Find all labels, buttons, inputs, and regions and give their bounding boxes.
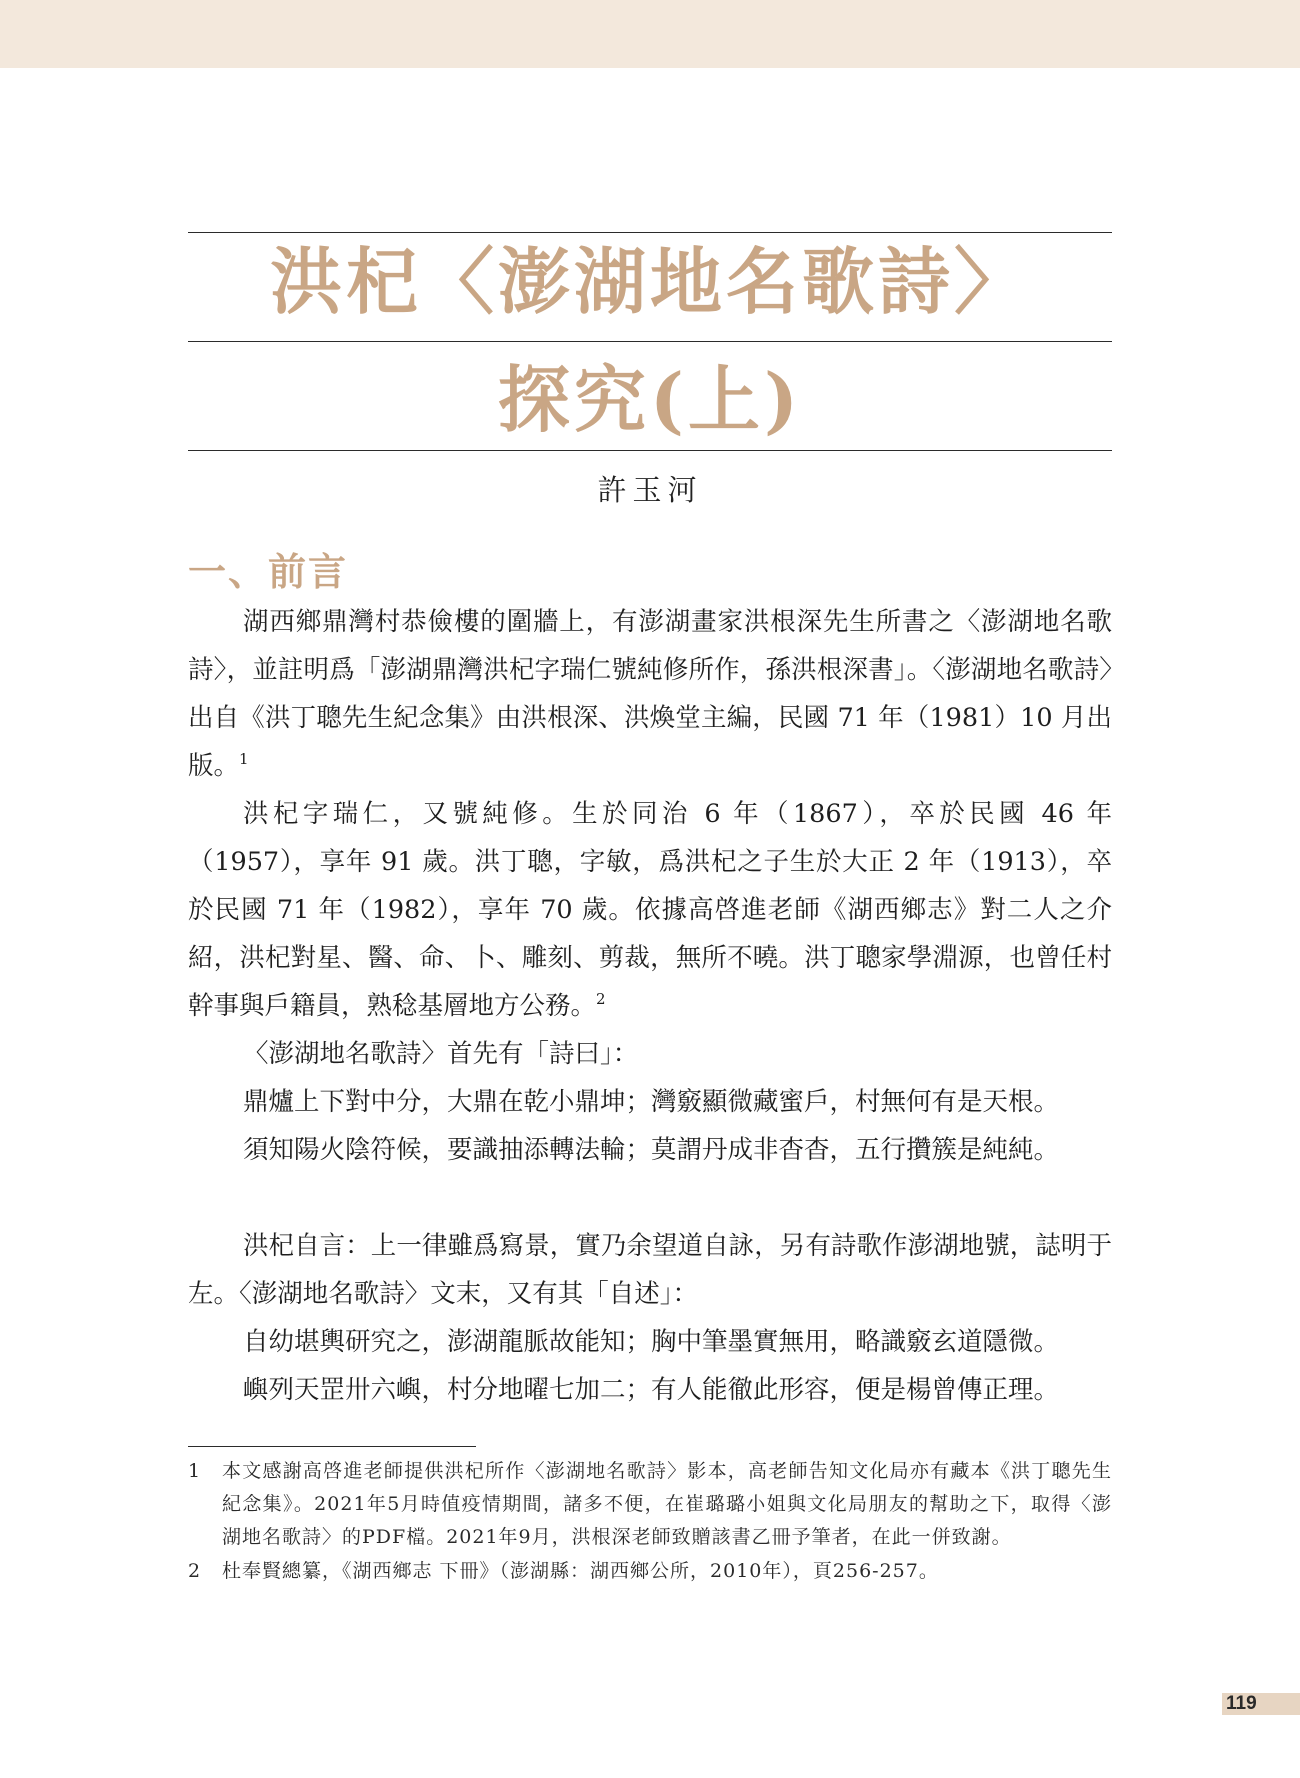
author-name: 許玉河: [597, 473, 703, 507]
footnote-2: [188, 1555, 1112, 1588]
footnote-ref-1: 1: [239, 750, 249, 768]
footnote-2-number: 2: [188, 1560, 202, 1582]
poem-1-line-2: 須知陽火陰符候，要識抽添轉法輪；莫謂丹成非杳杳，五行攢簇是純純。: [243, 1135, 1060, 1165]
footnotes: [188, 1455, 1112, 1589]
footnote-1: [188, 1455, 1112, 1554]
title-rule-top: [188, 232, 1112, 233]
paragraph-2-text: 洪杞字瑞仁，又號純修。生於同治 6 年（1867），卒於民國 46 年（1957），享年 91 歲。洪丁聰，字敏，爲洪杞之子生於大正 2 年（1913），卒於民國 71 年（1982），享年 70 歲。依據高啓進老師《湖西鄉志》對二人之介紹，洪杞對星、醫、命、卜、雕刻、剪裁，無所不曉。洪丁聰家學淵源，也曾任村幹事與戶籍員，熟稔基層地方公務。: [188, 799, 1112, 1021]
paragraph-2: [188, 790, 1112, 1030]
paragraph-4: 洪杞自言：上一律雖爲寫景，實乃余望道自詠，另有詩歌作澎湖地號，誌明于左。〈澎湖地名歌詩〉文末，又有其「自述」：: [188, 1231, 1112, 1309]
paragraph-1-text: 湖西鄉鼎灣村恭儉樓的圍牆上，有澎湖畫家洪根深先生所書之〈澎湖地名歌詩〉，並註明爲「澎湖鼎灣洪杞字瑞仁號純修所作，孫洪根深書」。〈澎湖地名歌詩〉出自《洪丁聰先生紀念集》由洪根深、洪煥堂主編，民國 71 年（1981）10 月出版。: [188, 607, 1112, 781]
footnote-2-text: 杜奉賢總纂，《湖西鄉志 下冊》（澎湖縣：湖西鄉公所，2010年），頁256-257。: [222, 1560, 939, 1582]
top-decorative-band: [0, 0, 1300, 68]
paragraph-1: [188, 598, 1112, 790]
title-rule-middle: [188, 341, 1112, 342]
title-rule-bottom: [188, 450, 1112, 451]
footnote-1-text: 本文感謝高啓進老師提供洪杞所作〈澎湖地名歌詩〉影本，高老師告知文化局亦有藏本《洪丁聰先生紀念集》。2021年5月時值疫情期間，諸多不便，在崔璐璐小姐與文化局朋友的幫助之下，取得〈澎湖地名歌詩〉的PDF檔。2021年9月，洪根深老師致贈該書乙冊予筆者，在此一併致謝。: [222, 1460, 1112, 1548]
page-number: 119: [1226, 1693, 1257, 1714]
footnote-ref-2: 2: [596, 990, 606, 1008]
article-body: [188, 598, 1112, 1414]
section-heading: 一、前言: [188, 549, 349, 594]
footnote-1-number: 1: [188, 1460, 202, 1482]
article-title-line-1: 洪杞〈澎湖地名歌詩〉: [269, 239, 1030, 324]
footnote-separator: [188, 1446, 476, 1447]
article-title-line-2: 探究(上): [497, 357, 803, 442]
paragraph-3: 〈澎湖地名歌詩〉首先有「詩曰」：: [243, 1039, 639, 1069]
paragraph-gap: [188, 1174, 1112, 1222]
poem-2-line-1: 自幼堪輿研究之，澎湖龍脈故能知；胸中筆墨實無用，略識竅玄道隱微。: [243, 1327, 1060, 1357]
poem-2-line-2: 嶼列天罡卅六嶼，村分地曜七加二；有人能徹此形容，便是楊曾傳正理。: [243, 1375, 1060, 1405]
poem-1-line-1: 鼎爐上下對中分，大鼎在乾小鼎坤；灣竅顯微藏蜜戶，村無何有是天根。: [243, 1087, 1060, 1117]
